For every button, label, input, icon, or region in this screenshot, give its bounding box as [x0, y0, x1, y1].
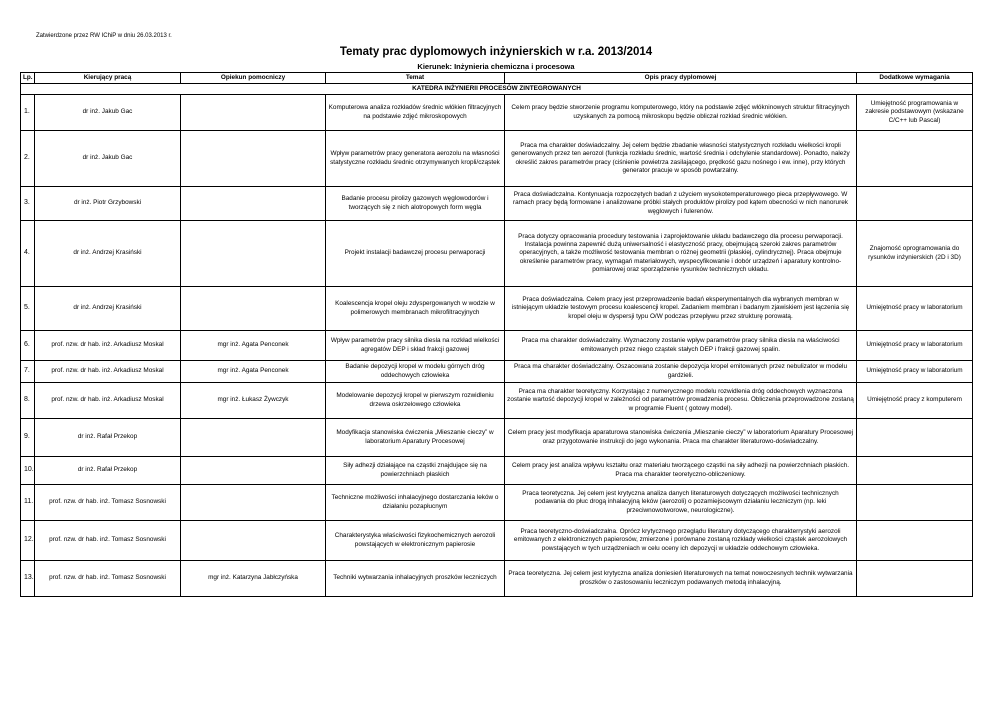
row-requirements: [857, 131, 973, 187]
row-requirements: [857, 521, 973, 561]
row-supervisor: dr inż. Jakub Gac: [35, 95, 181, 131]
row-requirements: [857, 187, 973, 221]
row-lp: 2.: [21, 131, 35, 187]
row-supervisor: prof. nzw. dr hab. inż. Tomasz Sosnowski: [35, 485, 181, 521]
row-assistant: [181, 457, 326, 485]
row-topic: Wpływ parametrów pracy generatora aerozolu na własności statystyczne rozkładu średnic otrzymywanych kropli/cząstek: [326, 131, 505, 187]
table-row: [21, 485, 973, 521]
row-assistant: [181, 287, 326, 331]
row-assistant: mgr inż. Katarzyna Jabłczyńska: [181, 561, 326, 597]
row-description: Praca dotyczy opracowania procedury testowania i zaprojektowanie układu badawczego dla procesu perwaporacji. Instalacja powinna zapewnić dużą uniwersalność i elastyczność pracy, obejmującą szeroki zakres parametrów operacyjnych, a także możliwość testowania membran o różnej geometrii (płaskiej, cylindrycznej). Praca obejmuje określenie parametrów pracy, wymagań materiałowych, wyspecyfikowanie i dobór urządzeń i aparatury kontrolno-pomiarowej oraz sporządzenie rysunków technicznych układu.: [505, 221, 857, 287]
row-lp: 11.: [21, 485, 35, 521]
row-lp: 5.: [21, 287, 35, 331]
table-row: [21, 419, 973, 457]
table-row: [21, 131, 973, 187]
row-assistant: mgr inż. Agata Penconek: [181, 361, 326, 383]
header-lp: Lp.: [21, 73, 35, 84]
row-assistant: [181, 131, 326, 187]
row-lp: 12.: [21, 521, 35, 561]
row-requirements: [857, 561, 973, 597]
row-lp: 9.: [21, 419, 35, 457]
row-supervisor: dr inż. Jakub Gac: [35, 131, 181, 187]
row-description: Praca doświadczalna. Celem pracy jest przeprowadzenie badań eksperymentalnych dla wybranych membran w istniejącym układzie testowym procesu koalescencji kropel. Zadaniem membran i badanym zjawiskiem jest łączenia się kropel oleju w dyspersji typu O/W podczas przepływu przez strukturę porowatą.: [505, 287, 857, 331]
row-topic: Wpływ parametrów pracy silnika diesla na rozkład wielkości agregatów DEP i skład frakcji gazowej: [326, 331, 505, 361]
table-row: [21, 287, 973, 331]
header-supervisor: Kierujący pracą: [35, 73, 181, 84]
table-row: [21, 521, 973, 561]
row-topic: Komputerowa analiza rozkładów średnic włókien filtracyjnych na podstawie zdjęć mikroskopowych: [326, 95, 505, 131]
row-description: Praca ma charakter teoretyczny. Korzystając z numerycznego modelu rozwidlenia dróg oddechowych wyznaczona zostanie wartość depozycji kropel w zależności od parametrów prowadzenia procesu. Obliczenia przeprowadzone zostaną w programie Fluent ( gotowy model).: [505, 383, 857, 419]
thesis-topics-table: [20, 72, 973, 597]
row-requirements: Znajomość oprogramowania do rysunków inżynierskich (2D i 3D): [857, 221, 973, 287]
row-assistant: mgr inż. Łukasz Żywczyk: [181, 383, 326, 419]
table-row: [21, 221, 973, 287]
row-supervisor: dr inż. Piotr Grzybowski: [35, 187, 181, 221]
row-topic: Siły adhezji działające na cząstki znajdujące się na powierzchniach płaskich: [326, 457, 505, 485]
row-topic: Techniczne możliwości inhalacyjnego dostarczania leków o działaniu pozapłucnym: [326, 485, 505, 521]
page-title: Tematy prac dyplomowych inżynierskich w r.a. 2013/2014: [339, 46, 653, 58]
row-lp: 6.: [21, 331, 35, 361]
row-supervisor: dr inż. Andrzej Krasiński: [35, 221, 181, 287]
row-topic: Koalescencja kropel oleju zdyspergowanych w wodzie w polimerowych membranach mikrofiltracyjnych: [326, 287, 505, 331]
table-header-row: [21, 73, 973, 84]
row-description: Praca teoretyczna. Jej celem jest krytyczna analiza doniesień literaturowych na temat nowoczesnych technik wytwarzania proszków o zastosowaniu leczniczym podawanych metodą inhalacyjną.: [505, 561, 857, 597]
row-description: Praca ma charakter doświadczalny. Wyznaczony zostanie wpływ parametrów pracy silnika diesla na właściwości emitowanych przez niego cząstek stałych DEP i frakcji gazowej spalin.: [505, 331, 857, 361]
row-supervisor: dr inż. Rafał Przekop: [35, 457, 181, 485]
row-supervisor: prof. nzw. dr hab. inż. Tomasz Sosnowski: [35, 521, 181, 561]
row-requirements: Umiejętność pracy w laboratorium: [857, 331, 973, 361]
row-requirements: [857, 419, 973, 457]
table-row: [21, 457, 973, 485]
row-topic: Modyfikacja stanowiska ćwiczenia „Mieszanie cieczy” w laboratorium Aparatury Procesowej: [326, 419, 505, 457]
row-lp: 7.: [21, 361, 35, 383]
row-lp: 8.: [21, 383, 35, 419]
header-topic: Temat: [326, 73, 505, 84]
row-topic: Modelowanie depozycji kropel w pierwszym rozwidleniu drzewa oskrzelowego człowieka: [326, 383, 505, 419]
row-topic: Badanie depozycji kropel w modelu górnych dróg oddechowych człowieka: [326, 361, 505, 383]
header-requirements: Dodatkowe wymagania: [857, 73, 973, 84]
row-assistant: mgr inż. Agata Penconek: [181, 331, 326, 361]
row-supervisor: prof. nzw. dr hab. inż. Tomasz Sosnowski: [35, 561, 181, 597]
row-lp: 4.: [21, 221, 35, 287]
row-description: Praca ma charakter doświadczalny. Jej celem będzie zbadanie własności statystycznych rozkładu wielkości kropli generowanych przez ten aerozol (funkcja rozkładu średnic, wartość średnia i odchylenie standardowe). Ponadto, należy określić zakres parametrów pracy (ciśnienie powietrza zasilającego, prędkość gazu nośnego i ew. inne), przy których generator pracuje w sposób powtarzalny.: [505, 131, 857, 187]
department-name: KATEDRA INŻYNIERII PROCESÓW ZINTEGROWANYCH: [21, 84, 973, 95]
row-description: Celem pracy będzie stworzenie programu komputerowego, który na podstawie zdjęć włókninowych struktur filtracyjnych uzyskanych za pomocą mikroskopu będzie obliczał rozkład średnic włókien.: [505, 95, 857, 131]
table-row: [21, 187, 973, 221]
row-lp: 1.: [21, 95, 35, 131]
table-row: [21, 561, 973, 597]
row-requirements: Umiejętność pracy z komputerem: [857, 383, 973, 419]
row-requirements: Umiejętność pracy w laboratorium: [857, 361, 973, 383]
row-lp: 13.: [21, 561, 35, 597]
approval-note: Zatwierdzone przez RW IChiP w dniu 26.03.2013 r.: [36, 33, 172, 39]
row-assistant: [181, 221, 326, 287]
row-supervisor: dr inż. Rafał Przekop: [35, 419, 181, 457]
row-lp: 10.: [21, 457, 35, 485]
row-description: Celem pracy jest modyfikacja aparaturowa stanowiska ćwiczenia „Mieszanie cieczy” w laboratorium Aparatury Procesowej oraz przygotowanie instrukcji do jego wykonania. Praca ma charakter literaturowo-doświadczalny.: [505, 419, 857, 457]
row-requirements: Umiejętność programowania w zakresie podstawowym (wskazane C/C++ lub Pascal): [857, 95, 973, 131]
row-supervisor: prof. nzw. dr hab. inż. Arkadiusz Moskal: [35, 361, 181, 383]
row-assistant: [181, 419, 326, 457]
row-topic: Badanie procesu pirolizy gazowych węglowodorów i tworzących się z nich alotropowych form węgla: [326, 187, 505, 221]
row-assistant: [181, 95, 326, 131]
row-requirements: [857, 457, 973, 485]
row-topic: Projekt instalacji badawczej procesu perwaporacji: [326, 221, 505, 287]
row-description: Praca teoretyczna. Jej celem jest krytyczna analiza danych literaturowych dotyczących możliwości technicznych podawania do płuc drogą inhalacyjną leków (aerozoli) o pozamiejscowym działaniu leczniczym (np. leki przeciwnowotworowe, neurologiczne).: [505, 485, 857, 521]
row-assistant: [181, 187, 326, 221]
header-assistant: Opiekun pomocniczy: [181, 73, 326, 84]
department-row: [21, 84, 973, 95]
direction-subtitle: Kierunek: Inżynieria chemiczna i procesowa: [417, 62, 575, 71]
row-assistant: [181, 521, 326, 561]
table-row: [21, 383, 973, 419]
row-lp: 3.: [21, 187, 35, 221]
row-topic: Charakterystyka właściwości fizykochemicznych aerozoli powstających w elektronicznym papierosie: [326, 521, 505, 561]
row-description: Praca teoretyczno-doświadczalna. Oprócz krytycznego przeglądu literatury dotyczącego charakterrystyki aerozoli emitowanych z elektronicznych papierosów, zmierzone i porównane zostaną rozkłady wielkości cząstek aerozolowych powstających w tych urządzeniach w celu oceny ich depozycji w układzie oddechowym człowieka.: [505, 521, 857, 561]
row-description: Celem pracy jest analiza wpływu kształtu oraz materiału tworzącego cząstki na siły adhezji na powierzchniach płaskich. Praca ma charakter teoretyczno-obliczeniowy.: [505, 457, 857, 485]
row-supervisor: prof. nzw. dr hab. inż. Arkadiusz Moskal: [35, 331, 181, 361]
row-supervisor: prof. nzw. dr hab. inż. Arkadiusz Moskal: [35, 383, 181, 419]
row-topic: Techniki wytwarzania inhalacyjnych proszków leczniczych: [326, 561, 505, 597]
header-description: Opis pracy dyplomowej: [505, 73, 857, 84]
row-requirements: Umiejętność pracy w laboratorium: [857, 287, 973, 331]
table-row: [21, 95, 973, 131]
row-assistant: [181, 485, 326, 521]
table-row: [21, 331, 973, 361]
table-row: [21, 361, 973, 383]
row-description: Praca ma charakter doświadczalny. Oszacowana zostanie depozycja kropel emitowanych przez nebulizator w modelu gardzieli.: [505, 361, 857, 383]
row-description: Praca doświadczalna. Kontynuacja rozpoczętych badań z użyciem wysokotemperaturowego pieca przepływowego. W ramach pracy będą formowane i analizowane próbki stałych produktów pirolizy pod kątem obecności w nich nanorurek węglowych i fulerenów.: [505, 187, 857, 221]
row-supervisor: dr inż. Andrzej Krasiński: [35, 287, 181, 331]
row-requirements: [857, 485, 973, 521]
